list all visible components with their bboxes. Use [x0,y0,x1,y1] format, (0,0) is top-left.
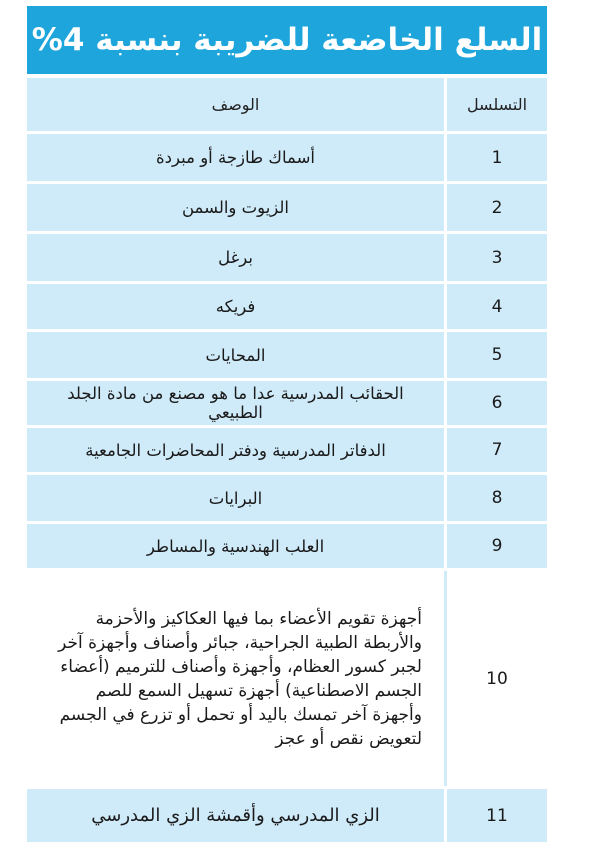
row-description: الدفاتر المدرسية ودفتر المحاضرات الجامعية [85,440,386,460]
table-row [27,134,547,184]
row-description: الحقائب المدرسية عدا ما هو مصنع من مادة الجلد الطبيعي [67,384,404,422]
row-description: أسماك طازجة أو مبردة [156,148,315,167]
row-description: فريكه [215,297,256,316]
table-row [27,332,547,381]
row-description: البرايات [208,488,263,508]
table-row [27,789,547,845]
row-serial: 2 [444,184,547,231]
row-serial: 11 [444,789,547,842]
row-serial: 10 [444,571,547,786]
table-row [27,184,547,234]
row-description: برغل [218,248,253,267]
row-serial: 3 [444,234,547,281]
table-row [27,428,547,475]
row-serial: 9 [444,524,547,568]
row-serial: 5 [444,332,547,378]
row-serial: 8 [444,475,547,521]
row-description: الزيوت والسمن [182,198,290,217]
table-row [27,284,547,332]
tax-goods-table [27,6,547,845]
table-row [27,571,547,789]
table-row [27,524,547,571]
header-serial: التسلسل [444,78,547,131]
row-serial: 6 [444,381,547,425]
header-description: الوصف [211,95,260,114]
row-serial: 1 [444,134,547,181]
table-row [27,475,547,524]
table-title: السلع الخاضعة للضريبة بنسبة 4% [27,6,547,78]
table-row [27,234,547,284]
row-description: العلب الهندسية والمساطر [146,536,325,556]
table-row [27,381,547,428]
row-description: أجهزة تقويم الأعضاء بما فيها العكاكيز والأحزمة والأربطة الطبية الجراحية، جبائر وأصناف وأجهزة آخر لجبر كسور العظام، وأجهزة وأصناف للترميم (أعضاء الجسم الاصطناعية) أجهزة تسهيل السمع للصم وأجهزة آخر تمسك باليد أو تحمل أو تزرع في الجسم لتعويض نقص أو عجز [58,608,422,749]
row-serial: 7 [444,428,547,472]
table-header-row [27,78,547,134]
row-description: الزي المدرسي وأقمشة الزي المدرسي [91,805,380,826]
row-serial: 4 [444,284,547,329]
row-description: المحايات [205,345,266,365]
